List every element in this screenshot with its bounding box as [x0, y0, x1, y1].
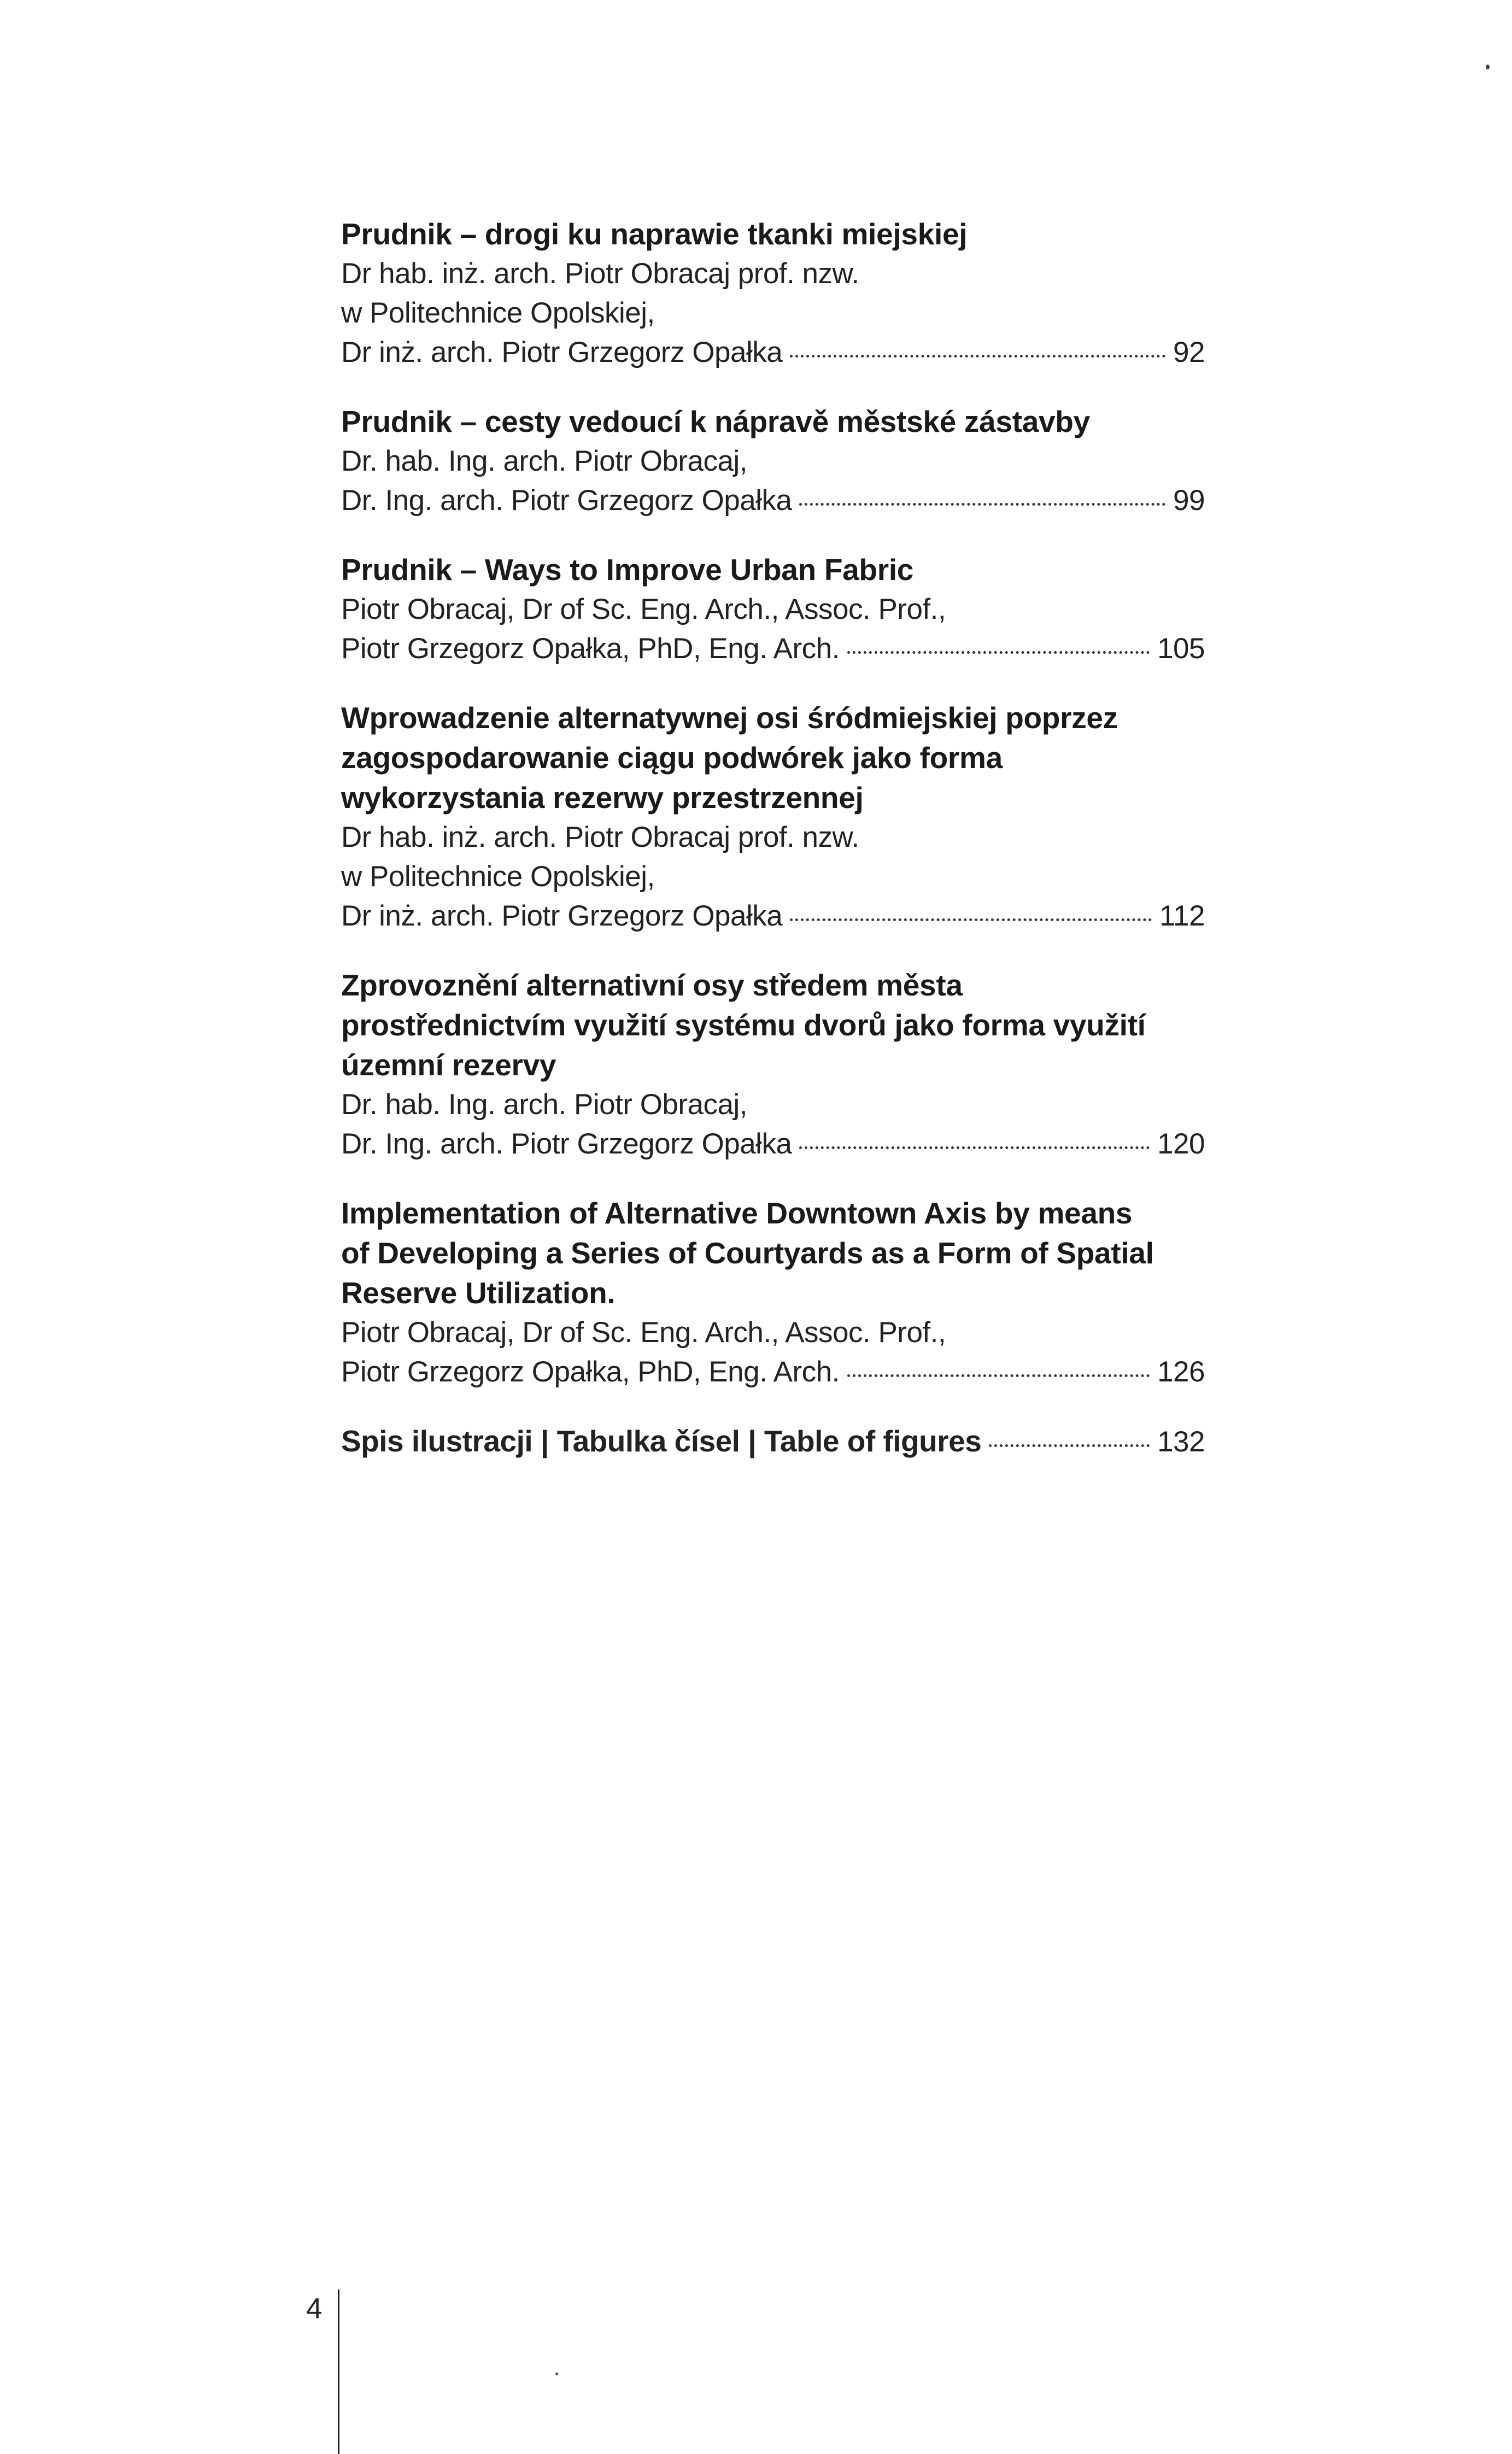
- toc-entry: [341, 402, 1205, 520]
- toc-entry-author: Dr. Ing. arch. Piotr Grzegorz Opałka: [341, 484, 792, 517]
- toc-entry: [341, 698, 1205, 936]
- toc-entry-leader-line: [341, 1124, 1205, 1164]
- toc-entry-title: územní rezervy: [341, 1048, 556, 1082]
- toc-entry-leader-line: [341, 481, 1205, 520]
- dot-leader: [790, 918, 1152, 921]
- toc-entry-author: Dr hab. inż. arch. Piotr Obracaj prof. nzw.: [341, 257, 859, 290]
- toc-entry-author: Dr inż. arch. Piotr Grzegorz Opałka: [341, 900, 783, 932]
- toc-entry-title: Prudnik – drogi ku naprawie tkanki miejskiej: [341, 217, 968, 251]
- toc-entry-title: of Developing a Series of Courtyards as a Form of Spatial: [341, 1236, 1154, 1270]
- toc-entry-author: Dr. Ing. arch. Piotr Grzegorz Opałka: [341, 1128, 792, 1160]
- scan-speck: [555, 2373, 558, 2375]
- toc-entry: [341, 550, 1205, 669]
- toc-entry-title: prostřednictvím využití systému dvorů jako forma využití: [341, 1008, 1146, 1042]
- toc-entry-author: Piotr Obracaj, Dr of Sc. Eng. Arch., Assoc. Prof.,: [341, 593, 946, 625]
- toc-entry: [341, 214, 1205, 372]
- toc-page-number: 105: [1157, 632, 1205, 665]
- toc-entry-author: Dr inż. arch. Piotr Grzegorz Opałka: [341, 336, 783, 368]
- toc-entry-title: Zprovoznění alternativní osy středem města: [341, 968, 963, 1002]
- toc-entry-title: Spis ilustracji | Tabulka čísel | Table of figures: [341, 1424, 982, 1458]
- toc-entry-leader-line: [341, 333, 1205, 372]
- toc-page-number: 112: [1159, 900, 1205, 932]
- toc-entry-author: Dr. hab. Ing. arch. Piotr Obracaj,: [341, 1088, 748, 1121]
- toc-entry-title: zagospodarowanie ciągu podwórek jako forma: [341, 741, 1003, 775]
- footer-rule: [338, 2289, 339, 2454]
- toc-entry-leader-line: [341, 1352, 1205, 1392]
- toc-entry-author: Dr. hab. Ing. arch. Piotr Obracaj,: [341, 445, 748, 477]
- dot-leader: [799, 1146, 1150, 1149]
- toc-entry-author: Piotr Grzegorz Opałka, PhD, Eng. Arch.: [341, 632, 840, 665]
- toc-entry: [341, 965, 1205, 1164]
- toc-page-number: 126: [1157, 1356, 1205, 1388]
- toc-entry-title: Implementation of Alternative Downtown Axis by means: [341, 1196, 1133, 1230]
- toc-entry-leader-line: [341, 1421, 1205, 1462]
- toc-entry-leader-line: [341, 897, 1205, 936]
- dot-leader: [847, 1374, 1150, 1377]
- toc-entry-title: Wprowadzenie alternatywnej osi śródmiejskiej poprzez: [341, 701, 1118, 735]
- toc-entry-title: Prudnik – Ways to Improve Urban Fabric: [341, 553, 914, 587]
- toc-entry-author: w Politechnice Opolskiej,: [341, 297, 655, 329]
- toc-page-number: 132: [1157, 1426, 1205, 1458]
- toc-entry-author: Piotr Obracaj, Dr of Sc. Eng. Arch., Assoc. Prof.,: [341, 1316, 946, 1349]
- toc-page-number: 99: [1173, 484, 1205, 517]
- toc-page-number: 92: [1173, 336, 1205, 368]
- footer-page-number: 4: [306, 2293, 323, 2325]
- toc-entry: [341, 1193, 1205, 1392]
- toc-entry-author: w Politechnice Opolskiej,: [341, 860, 655, 893]
- dot-leader: [989, 1444, 1150, 1447]
- dot-leader: [799, 503, 1165, 506]
- dot-leader: [847, 651, 1150, 654]
- toc-entry-author: Dr hab. inż. arch. Piotr Obracaj prof. nzw.: [341, 821, 859, 853]
- toc-page-number: 120: [1157, 1128, 1205, 1160]
- toc-entry-figures: [341, 1421, 1205, 1462]
- dot-leader: [790, 355, 1165, 358]
- toc-entry-author: Piotr Grzegorz Opałka, PhD, Eng. Arch.: [341, 1356, 840, 1388]
- toc-entry-title: wykorzystania rezerwy przestrzennej: [341, 781, 864, 815]
- table-of-contents: [341, 214, 1205, 1491]
- toc-entry-title: Prudnik – cesty vedoucí k nápravě městské zástavby: [341, 405, 1090, 438]
- scan-speck: [1486, 65, 1490, 69]
- toc-entry-title: Reserve Utilization.: [341, 1276, 616, 1310]
- toc-entry-leader-line: [341, 629, 1205, 669]
